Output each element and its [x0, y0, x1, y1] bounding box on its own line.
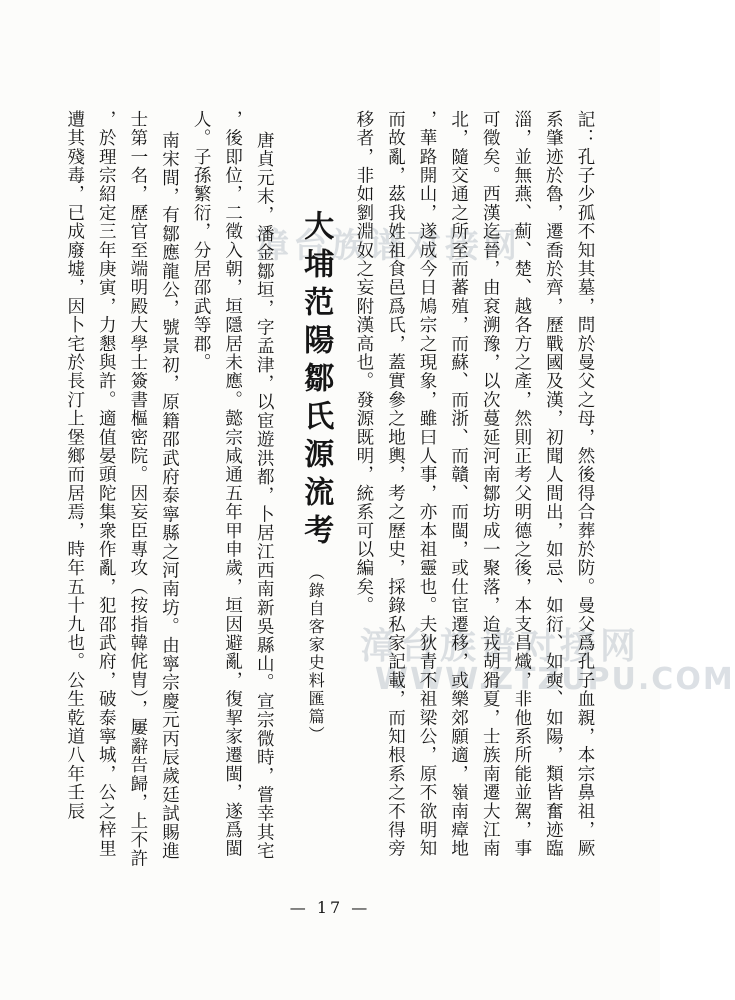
article-heading: [297, 210, 333, 870]
vertical-text-block: [58, 110, 600, 870]
article-title: 大埔范陽鄒氏源流考: [298, 210, 334, 552]
previous-article-paragraph: 記：孔子少孤不知其墓，問於曼父之母，然後得合葬於防。曼父爲孔子血親，本宗鼻祖，厥系肇迹於魯，遷喬於齊，歷戰國及漢，初聞人間出，如忌、如衍、如奭、如陽，類皆奮迹臨淄，並無燕、薊、楚、越各方之產，然則正考父明德之後，本支昌熾，非他系所能並駕，事可徵矣。西漢迄晉，由袞溯豫，以次蔓延河南鄒坊成一聚落，迨戎胡猾夏，士族南遷大江南北，隨交通之所至而蕃殖，而蘇、而浙、而贛、而閩，或仕宦遷移，或樂郊願適，嶺南瘴地，華路開山，遂成今日鳩宗之現象，雖曰人事，亦本祖靈也。夫狄青不祖梁公，原不欲明知而故亂，茲我姓祖食邑爲氏，蓋實參之地輿，考之歷史，採錄私家記載，而知根系之不得旁移者，非如劉淵奴之妄附漢高也。發源既明，統系可以編矣。: [353, 110, 595, 858]
article-paragraph-2: 南宋間，有鄒應龍公，號景初，原籍邵武府泰寧縣之河南坊。由寧宗慶元丙辰歲廷試賜進士第一名，歷官至端明殿大學士簽書樞密院。因妄臣專攻（按指韓侂胄），屢辭告歸，上不許，於理宗紹定三年庚寅，力懇與許。適值晏頭陀集衆作亂，犯邵武府，破泰寧城，公之梓里遭其殘毒，已成廢墟，因卜宅於長汀上堡鄉而居焉，時年五十九也。公生乾道八年壬辰: [64, 110, 180, 868]
article-paragraph-1: 唐貞元末，潘金鄒垣，字孟津，以宦遊洪都，卜居江西南新吳縣山。宣宗微時，嘗幸其宅，後即位，二徵入朝，垣隱居未應。懿宗咸通五年甲申歲，垣因避亂，復挈家遷閩，遂爲閩人。子孫繁衍，分居邵武等郡。: [191, 110, 275, 861]
page-number: — 17 —: [289, 898, 371, 917]
article-source: （錄自客家史料匯篇）: [306, 564, 326, 744]
watermark-url: WWW.ZTZUPU.COM: [375, 662, 735, 697]
watermark-text-upper: 漳台族谱对接网: [255, 226, 521, 266]
watermark-text-lower: 漳台族谱对接网: [360, 626, 641, 667]
